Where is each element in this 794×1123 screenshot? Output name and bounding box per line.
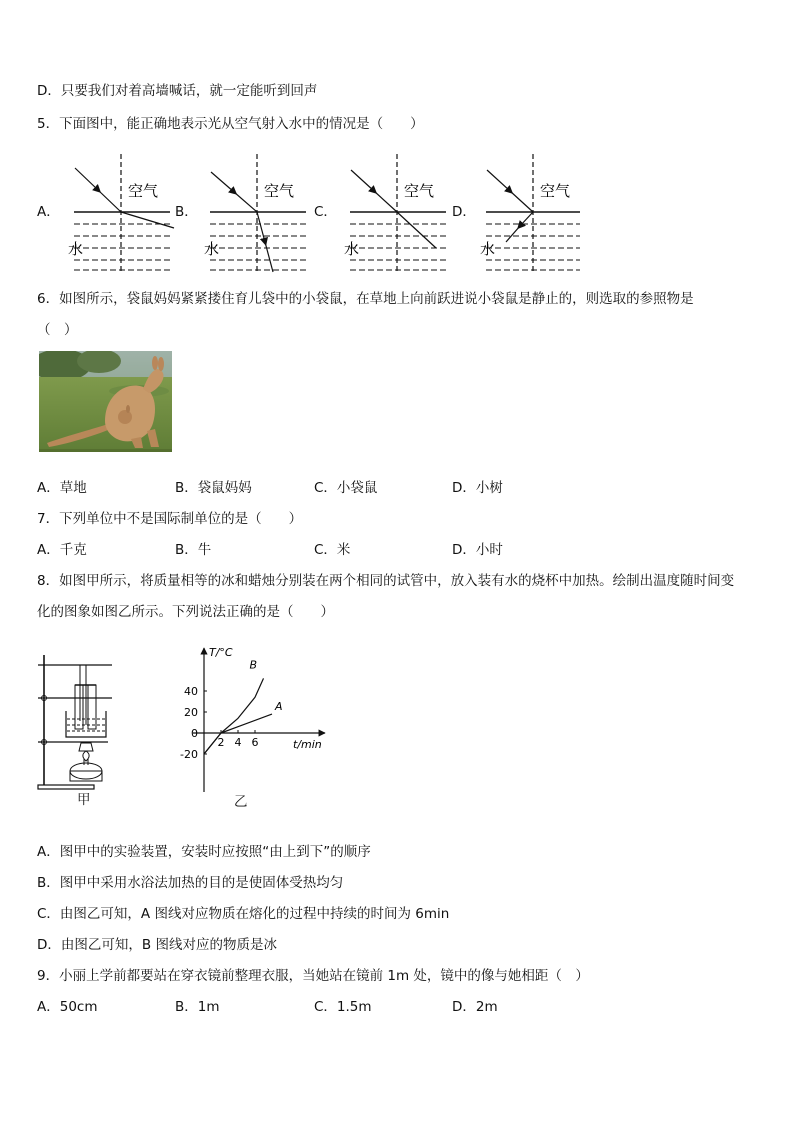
q5-d-air-label: 空气	[540, 182, 571, 200]
q8-option-d: D．由图乙可知，B 图线对应的物质是冰	[37, 937, 277, 953]
q6-option-c: C．小袋鼠	[314, 480, 378, 496]
q5-b-air-label: 空气	[264, 182, 295, 200]
q5-d-water-label: 水	[480, 240, 496, 258]
q6-option-d: D．小树	[452, 480, 503, 496]
q5-diagram-d	[480, 154, 580, 272]
y-tick-label: 40	[184, 685, 198, 698]
q5-a-water-label: 水	[68, 240, 84, 258]
q9-option-c: C．1.5m	[314, 999, 372, 1015]
q7-option-b: B．牛	[175, 542, 212, 558]
q8-temperature-chart	[165, 640, 330, 800]
q5-c-air-label: 空气	[404, 182, 435, 200]
chart-y-label: T/°C	[209, 646, 233, 659]
q5-label-b: B．	[175, 204, 198, 220]
q8-figure-yi-label: 乙	[234, 794, 248, 810]
q5-diagram-b	[204, 154, 306, 272]
x-tick-label: 4	[234, 736, 242, 749]
chart-x-label: t/min	[293, 738, 322, 751]
q8-figure-jia-label: 甲	[77, 792, 91, 808]
q6-option-a: A．草地	[37, 480, 87, 496]
x-tick-label: 2	[217, 736, 225, 749]
q8-option-b: B．图甲中采用水浴法加热的目的是使固体受热均匀	[37, 875, 344, 891]
q9-stem: 9．小丽上学前都要站在穿衣镜前整理衣服，当她站在镜前 1m 处，镜中的像与她相距（ ）	[37, 968, 589, 984]
y-tick-label: -20	[180, 748, 198, 761]
q6-stem-line1: 6．如图所示，袋鼠妈妈紧紧搂住育儿袋中的小袋鼠，在草地上向前跃进说小袋鼠是静止的，则选取的参照物是	[37, 291, 694, 307]
q8-option-a: A．图甲中的实验装置，安装时应按照“由上到下”的顺序	[37, 844, 371, 860]
q7-stem: 7．下列单位中不是国际制单位的是（ ）	[37, 511, 303, 527]
q5-label-a: A．	[37, 204, 60, 220]
q9-option-a: A．50cm	[37, 999, 98, 1015]
q5-label-c: C．	[314, 204, 337, 220]
q7-option-d: D．小时	[452, 542, 503, 558]
y-tick-label: 0	[191, 727, 198, 740]
q5-stem: 5．下面图中，能正确地表示光从空气射入水中的情况是（ ）	[37, 116, 424, 132]
q7-option-c: C．米	[314, 542, 351, 558]
y-tick-label: 20	[184, 706, 198, 719]
kangaroo-photo	[39, 351, 172, 452]
q6-option-b: B．袋鼠妈妈	[175, 480, 252, 496]
q9-option-d: D．2m	[452, 999, 498, 1015]
q6-stem-line2: （ ）	[37, 322, 78, 338]
q8-option-c: C．由图乙可知，A 图线对应物质在熔化的过程中持续的时间为 6min	[37, 906, 450, 922]
q8-stem-line2: 化的图象如图乙所示。下列说法正确的是（ ）	[37, 604, 334, 620]
q4-option-d: D．只要我们对着高墙喊话，就一定能听到回声	[37, 83, 318, 99]
q9-option-b: B．1m	[175, 999, 220, 1015]
q5-b-water-label: 水	[204, 240, 220, 258]
q5-c-water-label: 水	[344, 240, 360, 258]
series-label-B: B	[249, 658, 258, 672]
q8-stem-line1: 8．如图甲所示，将质量相等的冰和蜡烛分别装在两个相同的试管中，放入装有水的烧杯中加热。绘制出温度随时间变	[37, 573, 735, 589]
x-tick-label: 6	[251, 736, 259, 749]
q5-label-d: D．	[452, 204, 476, 220]
q5-diagram-a	[68, 154, 174, 272]
q8-apparatus-figure	[36, 655, 116, 810]
q5-refraction-diagrams	[60, 150, 580, 275]
series-label-A: A	[275, 700, 283, 714]
q7-option-a: A．千克	[37, 542, 87, 558]
q5-diagram-c	[344, 154, 446, 272]
q5-a-air-label: 空气	[128, 182, 159, 200]
